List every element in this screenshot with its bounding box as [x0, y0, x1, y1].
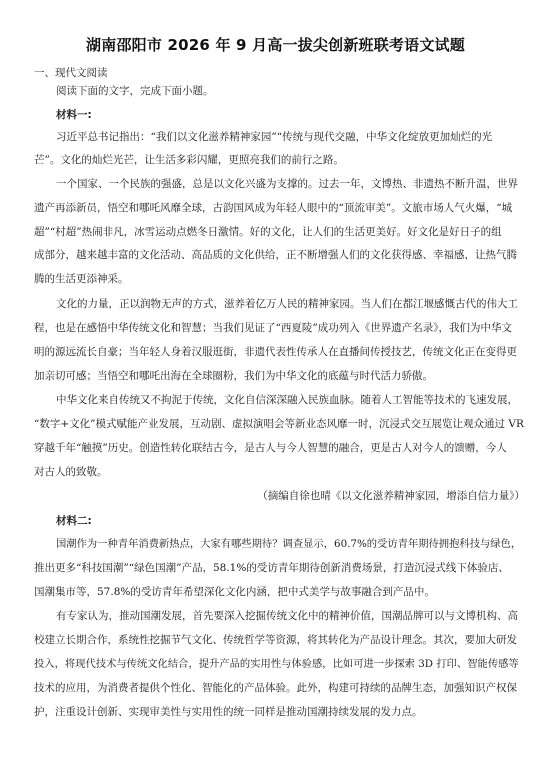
material2-line: 国潮作为一种青年消费新热点，大家有哪些期待？调查显示，60.7%的受访青年期待拥抱科技与绿色，	[56, 538, 522, 550]
material2-line: 推出更多“科技国潮”“绿色国潮”产品，58.1%的受访青年期待创新消费场景，打造沉浸式线下体验店、	[34, 562, 509, 574]
material2-line: 技术的应用，为消费者提供个性化、智能化的产品体验。此外，构建可持续的品牌生态，加强知识产权保	[34, 682, 517, 694]
material1-line: 习近平总书记指出：“我们以文化滋养精神家园”“传统与现代交融，中华文化绽放更加灿烂的光	[56, 131, 493, 143]
material1-line: 明的源远流长自豪；当年轻人身着汉服逛街，非遗代表性传承人在直播间传授技艺，传统文化正在变得更	[34, 346, 517, 358]
material1-line: 穿越千年“触摸”历史。创造性转化联结古今，是古人与今人智慧的融合，更是古人对今人的馈赠，今人	[34, 442, 507, 454]
material1-line: 腾的生活更添神采。	[34, 273, 129, 285]
material2-line: 校建立长期合作，系统性挖掘节气文化、传统哲学等资源，将其转化为产品设计理念。其次，要加大研发	[34, 634, 517, 646]
exam-title: 湖南邵阳市 2026 年 9 月高一拔尖创新班联考语文试题	[86, 36, 465, 54]
material1-line: 遗产再添新员，悟空和哪吒风靡全球，古韵国风成为年轻人眼中的“顶流审美”。文旅市场人气火爆，“城	[34, 202, 513, 214]
material1-line: 加亲切可感；当悟空和哪吒出海在全球圈粉，我们为中华文化的底蕴与时代活力骄傲。	[34, 370, 433, 382]
material1-line: 对古人的致敬。	[34, 466, 108, 478]
material1-line: 文化的力量，正以润物无声的方式，滋养着亿万人民的精神家园。当人们在都江堰感慨古代的伟大工	[56, 298, 518, 310]
material1-line: 超”“村超”热闹非凡，冰雪运动点燃冬日激情。好的文化，让人们的生活更美好。好文化是好日子的组	[34, 226, 502, 238]
material1-line: 一个国家、一个民族的强盛，总是以文化兴盛为支撑的。过去一年，文博热、非遗热不断升温，世界	[56, 178, 518, 190]
material1-line: “数字+文化”模式赋能产业发展，互动剧、虚拟演唱会等新业态风靡一时，沉浸式交互展览让观众通过 VR	[34, 418, 524, 430]
material2-line: 投入，将现代技术与传统文化结合，提升产品的实用性与体验感，比如可进一步探索 3D 打印、智能传感等	[34, 658, 519, 670]
material1-line: 成部分，越来越丰富的文化活动、高品质的文化供给，正不断增强人们的文化获得感、幸福感，让热气腾	[34, 249, 517, 261]
material1-label: 材料一:	[56, 109, 92, 121]
material2-line: 护，注重设计创新、实现审美性与实用性的统一同样是推动国潮持续发展的发力点。	[34, 706, 423, 718]
material1-line: 芒”。文化的灿烂光芒，让生活多彩闪耀，更照亮我们的前行之路。	[34, 154, 344, 166]
material2-line: 国潮集市等，57.8%的受访青年希望深化文化内涵，把中式美学与故事融合到产品中。	[34, 586, 435, 598]
material1-line: 中华文化来自传统又不拘泥于传统，文化自信深深融入民族血脉。随着人工智能等技术的飞速发展，	[56, 394, 518, 406]
section-heading: 一、现代文阅读	[34, 67, 108, 79]
material1-line: 程，也是在感悟中华传统文化和智慧；当我们见证了“西夏陵”成功列入《世界遗产名录》，我们为中华文	[34, 322, 512, 334]
material2-line: 有专家认为，推动国潮发展，首先要深入挖掘传统文化中的精神价值，国潮品牌可以与文博机构、高	[56, 610, 518, 622]
instruction-text: 阅读下面的文字，完成下面小题。	[56, 85, 214, 97]
material2-label: 材料二:	[56, 515, 92, 527]
material1-source: （摘编自徐也晴《以文化滋养精神家园，增添自信力量》）	[257, 490, 525, 502]
